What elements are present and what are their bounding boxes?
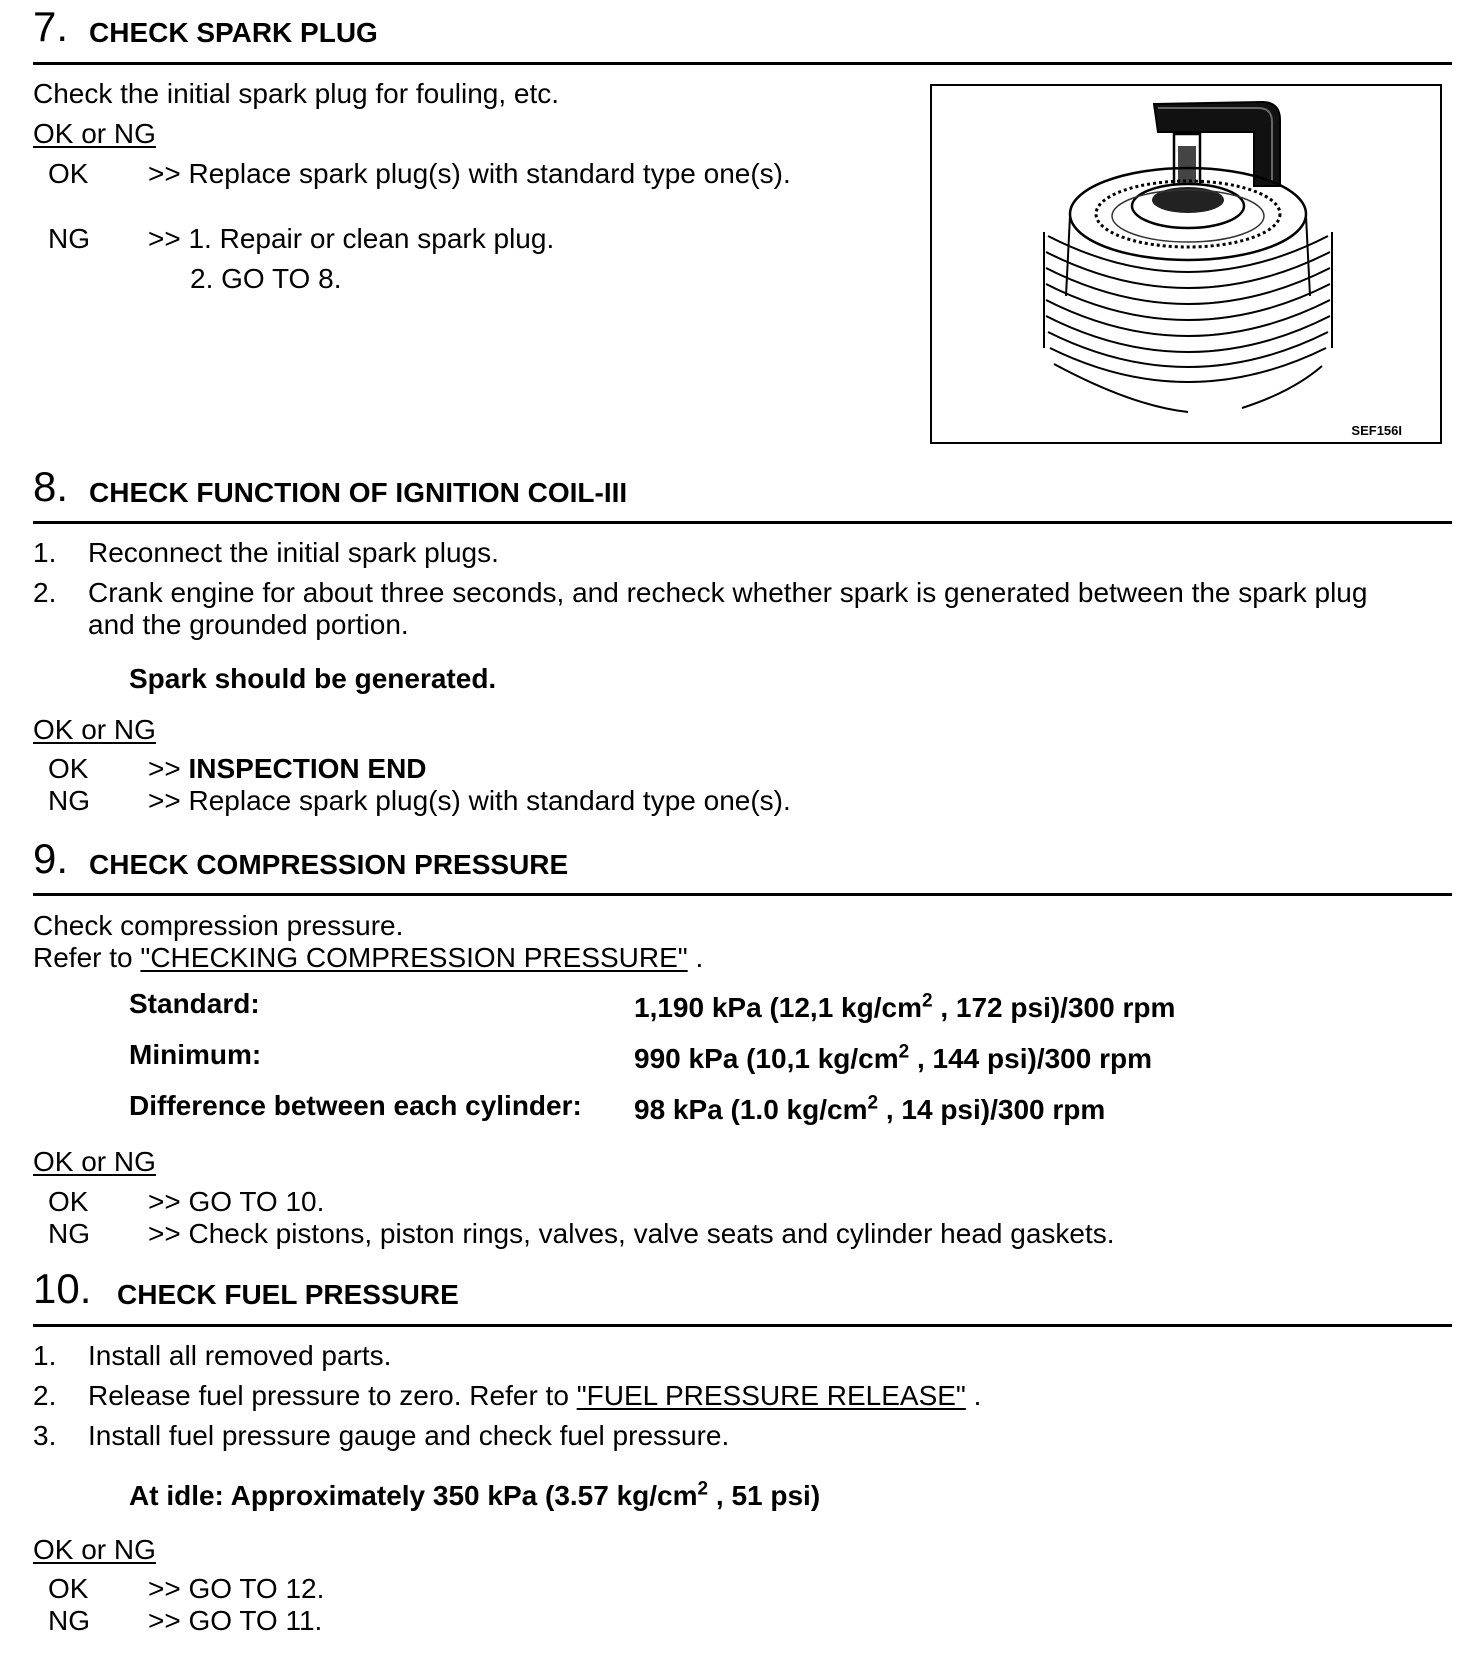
spec-value-text: , 172 psi)/300 rpm bbox=[932, 992, 1176, 1023]
spec-label-standard: Standard: bbox=[129, 988, 260, 1019]
spec-label-minimum: Minimum: bbox=[129, 1039, 262, 1070]
spec-value-text: 1,190 kPa (12,1 kg/cm bbox=[634, 992, 922, 1023]
ok-result: >> GO TO 12. bbox=[148, 1573, 325, 1604]
list-item: Install fuel pressure gauge and check fuel pressure. bbox=[88, 1420, 730, 1451]
instruction-text: Check compression pressure. bbox=[33, 910, 404, 941]
ok-or-ng-label: OK or NG bbox=[33, 118, 156, 149]
superscript: 2 bbox=[867, 1092, 879, 1114]
spec-value-text: , 144 psi)/300 rpm bbox=[909, 1043, 1152, 1074]
step-heading: CHECK COMPRESSION PRESSURE bbox=[89, 849, 569, 880]
list-number: 1. bbox=[33, 537, 57, 568]
spec-value-standard bbox=[634, 992, 1175, 1024]
ng-label: NG bbox=[48, 223, 90, 254]
list-item: Install all removed parts. bbox=[88, 1340, 392, 1371]
ok-result: >> GO TO 10. bbox=[148, 1186, 325, 1217]
ok-result: >> Replace spark plug(s) with standard type one(s). bbox=[148, 158, 791, 189]
ok-or-ng-label: OK or NG bbox=[33, 714, 156, 745]
inspection-end: INSPECTION END bbox=[188, 753, 427, 784]
specification: Spark should be generated. bbox=[129, 663, 497, 694]
ok-label: OK bbox=[48, 753, 89, 784]
refer-suffix: . bbox=[687, 942, 704, 973]
ng-result: >> Replace spark plug(s) with standard type one(s). bbox=[148, 785, 791, 816]
superscript: 2 bbox=[898, 1041, 910, 1063]
spec-value-text: , 14 psi)/300 rpm bbox=[878, 1094, 1106, 1125]
spec-value-difference bbox=[634, 1094, 1105, 1126]
specification bbox=[129, 1480, 820, 1512]
spec-value-minimum bbox=[634, 1043, 1152, 1075]
step-number: 7. bbox=[33, 3, 69, 50]
spark-plug-figure bbox=[930, 84, 1442, 444]
ng-result-step2: 2. GO TO 8. bbox=[190, 263, 342, 294]
step-number: 8. bbox=[33, 463, 69, 510]
spec-label-difference: Difference between each cylinder: bbox=[129, 1090, 582, 1121]
ng-label: NG bbox=[48, 785, 90, 816]
ok-result bbox=[148, 753, 427, 785]
list-item-text: Release fuel pressure to zero. Refer to bbox=[88, 1380, 577, 1411]
step-heading: CHECK FUNCTION OF IGNITION COIL-III bbox=[89, 477, 628, 508]
list-number: 3. bbox=[33, 1420, 57, 1451]
instruction-text: Check the initial spark plug for fouling, etc. bbox=[33, 78, 560, 109]
list-number: 2. bbox=[33, 577, 57, 608]
ng-label: NG bbox=[48, 1605, 90, 1636]
superscript: 2 bbox=[697, 1478, 709, 1500]
superscript: 2 bbox=[921, 990, 933, 1012]
spark-plug-illustration bbox=[932, 86, 1440, 442]
list-number: 2. bbox=[33, 1380, 57, 1411]
spec-value-text: 98 kPa (1.0 kg/cm bbox=[634, 1094, 868, 1125]
heading-rule bbox=[33, 521, 1452, 524]
ng-result: >> GO TO 11. bbox=[148, 1605, 323, 1636]
list-item: Reconnect the initial spark plugs. bbox=[88, 537, 499, 568]
ok-or-ng-label: OK or NG bbox=[33, 1146, 156, 1177]
ok-or-ng-label: OK or NG bbox=[33, 1534, 156, 1565]
ok-label: OK bbox=[48, 1573, 89, 1604]
step-heading: CHECK FUEL PRESSURE bbox=[117, 1279, 459, 1310]
ng-result-step1: >> 1. Repair or clean spark plug. bbox=[148, 223, 555, 254]
checking-compression-pressure-link[interactable]: "CHECKING COMPRESSION PRESSURE" bbox=[140, 942, 688, 973]
spec-value-text: 990 kPa (10,1 kg/cm bbox=[634, 1043, 899, 1074]
step-number: 9. bbox=[33, 835, 69, 882]
list-item: Crank engine for about three seconds, and recheck whether spark is generated between the spark plug bbox=[88, 577, 1368, 608]
list-item-continued: and the grounded portion. bbox=[88, 609, 409, 640]
fuel-pressure-release-link[interactable]: "FUEL PRESSURE RELEASE" bbox=[576, 1380, 966, 1411]
refer-line bbox=[33, 942, 703, 974]
list-item bbox=[88, 1380, 981, 1412]
step-heading: CHECK SPARK PLUG bbox=[89, 17, 378, 48]
spec-value-text: , 51 psi) bbox=[708, 1480, 821, 1511]
step-number: 10. bbox=[33, 1265, 92, 1312]
heading-rule bbox=[33, 893, 1452, 896]
list-number: 1. bbox=[33, 1340, 57, 1371]
ok-label: OK bbox=[48, 158, 89, 189]
ng-label: NG bbox=[48, 1218, 90, 1249]
list-item-suffix: . bbox=[965, 1380, 982, 1411]
spec-value-text: At idle: Approximately 350 kPa (3.57 kg/cm bbox=[129, 1480, 698, 1511]
ok-label: OK bbox=[48, 1186, 89, 1217]
figure-code: SEF156I bbox=[1351, 423, 1402, 438]
ng-result: >> Check pistons, piston rings, valves, valve seats and cylinder head gaskets. bbox=[148, 1218, 1115, 1249]
heading-rule bbox=[33, 62, 1452, 65]
refer-prefix: Refer to bbox=[33, 942, 141, 973]
heading-rule bbox=[33, 1324, 1452, 1327]
ok-arrow: >> bbox=[148, 753, 181, 784]
